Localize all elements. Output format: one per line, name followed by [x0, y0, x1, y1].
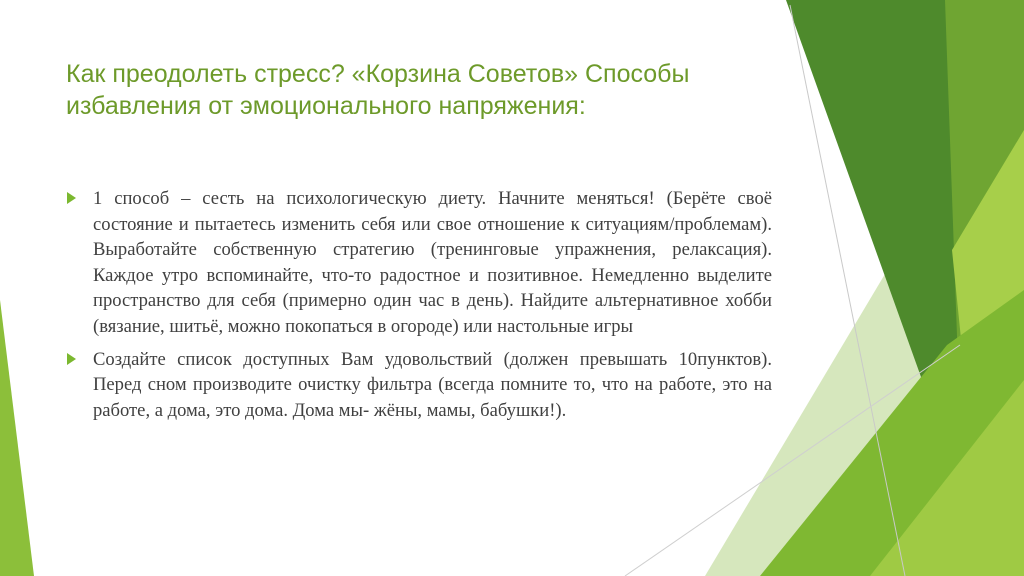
bullet-item: [66, 347, 772, 424]
bullet-list: [66, 186, 772, 430]
bullet-text: 1 способ – сесть на психологическую диету. Начните меняться! (Берёте своё состояние и пытаетесь изменить себя или свое отношение к ситуациям/проблемам). Выработайте собственную стратегию (тренинговые упражнения, релаксация). Каждое утро вспоминайте, что-то радостное и позитивное. Немедленно выделите пространство для себя (примерно один час в день). Найдите альтернативное хобби (вязание, шитьё, можно покопаться в огороде) или настольные игры: [93, 188, 772, 337]
bullet-arrow-icon: [67, 192, 76, 204]
bullet-item: [66, 186, 772, 340]
slide-title: Как преодолеть стресс? «Корзина Советов» Способы избавления от эмоционального напряжения:: [66, 60, 690, 120]
bullet-text: Создайте список доступных Вам удовольствий (должен превышать 10пунктов). Перед сном производите очистку фильтра (всегда помните то, что на работе, это на работе, а дома, это дома. Дома мы- жёны, мамы, бабушки!).: [93, 348, 772, 421]
bullet-arrow-icon: [67, 353, 76, 365]
deco-left-sliver: [0, 300, 34, 576]
